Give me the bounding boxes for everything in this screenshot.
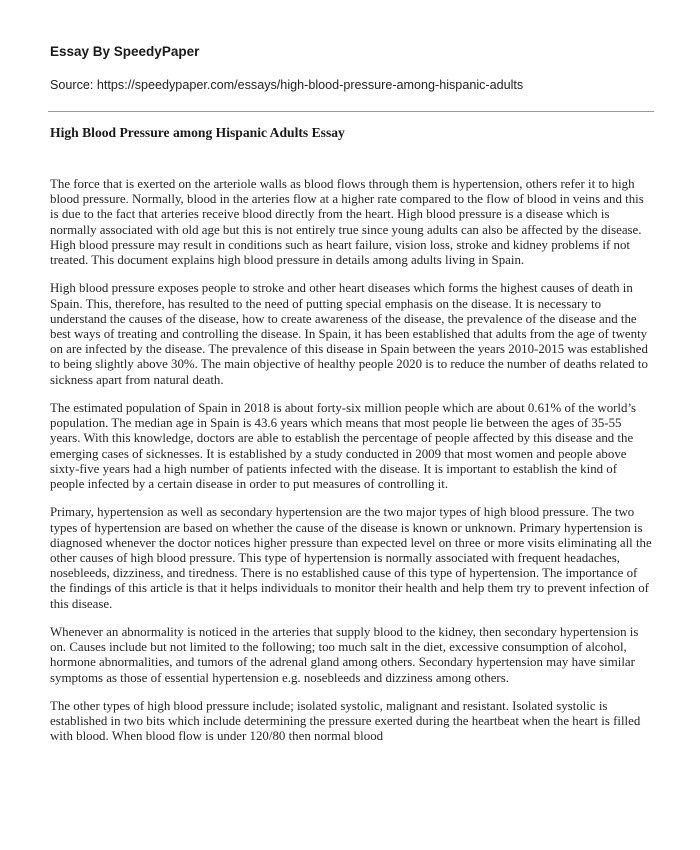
paragraph: Primary, hypertension as well as secondary hypertension are the two major types of high blood pressure. The two types of hypertension are based on whether the cause of the disease is known or unknown. Primary hypertension is diagnosed whenever the doctor notices higher pressure than expected level on three or more visits eliminating all the other causes of high blood pressure. This type of hypertension is normally associated with frequent headaches, nosebleeds, dizziness, and tiredness. There is no established cause of this type of hypertension. The importance of the findings of this article is that it helps individuals to monitor their health and help them try to prevent infection of this disease. (50, 505, 652, 611)
header-divider (48, 111, 654, 112)
essay-page (50, 44, 652, 758)
paragraph: Whenever an abnormality is noticed in the arteries that supply blood to the kidney, then secondary hypertension is on. Causes include but not limited to the following; too much salt in the diet, excessive consumption of alcohol, hormone abnormalities, and tumors of the adrenal gland among others. Secondary hypertension may have similar symptoms as those of essential hypertension e.g. nosebleeds and dizziness among others. (50, 625, 639, 685)
source-url: Source: https://speedypaper.com/essays/high-blood-pressure-among-hispanic-adults (50, 78, 524, 92)
essay-title: High Blood Pressure among Hispanic Adults Essay (50, 125, 345, 140)
essay-source-label: Essay By SpeedyPaper (50, 44, 200, 59)
paragraph: The estimated population of Spain in 2018 is about forty-six million people which are about 0.61% of the world’s population. The median age in Spain is 43.6 years which means that most people lie between the ages of 35-55 years. With this knowledge, doctors are able to establish the percentage of people affected by this disease and the emerging cases of sicknesses. It is established by a study conducted in 2009 that most women and people above sixty-five years had a high number of patients infected with the disease. It is important to establish the kind of people infected by a certain disease in order to put measures of controlling it. (50, 401, 637, 492)
paragraph: The other types of high blood pressure include; isolated systolic, malignant and resistant. Isolated systolic is established in two bits which include determining the pressure exerted during the heartbeat when the heart is filled with blood. When blood flow is under 120/80 then normal blood (50, 699, 641, 744)
essay-body (50, 177, 652, 745)
paragraph: High blood pressure exposes people to stroke and other heart diseases which forms the highest causes of death in Spain. This, therefore, has resulted to the need of putting special emphasis on the disease. It is necessary to understand the causes of the disease, how to create awareness of the disease, the prevalence of the disease and the best ways of treating and controlling the disease. In Spain, it has been established that adults from the age of twenty on are infected by the disease. The prevalence of this disease in Spain between the years 2010-2015 was established to being slightly above 30%. The main objective of healthy people 2020 is to reduce the number of deaths related to sickness apart from natural death. (50, 281, 648, 387)
paragraph: The force that is exerted on the arteriole walls as blood flows through them is hypertension, others refer it to high blood pressure. Normally, blood in the arteries flow at a higher rate compared to the flow of blood in veins and this is due to the fact that arteries receive blood directly from the heart. High blood pressure is a disease which is normally associated with old age but this is not entirely true since young adults can also be affected by the disease. High blood pressure may result in conditions such as heart failure, vision loss, stroke and kidney problems if not treated. This document explains high blood pressure in details among adults living in Spain. (50, 177, 644, 268)
